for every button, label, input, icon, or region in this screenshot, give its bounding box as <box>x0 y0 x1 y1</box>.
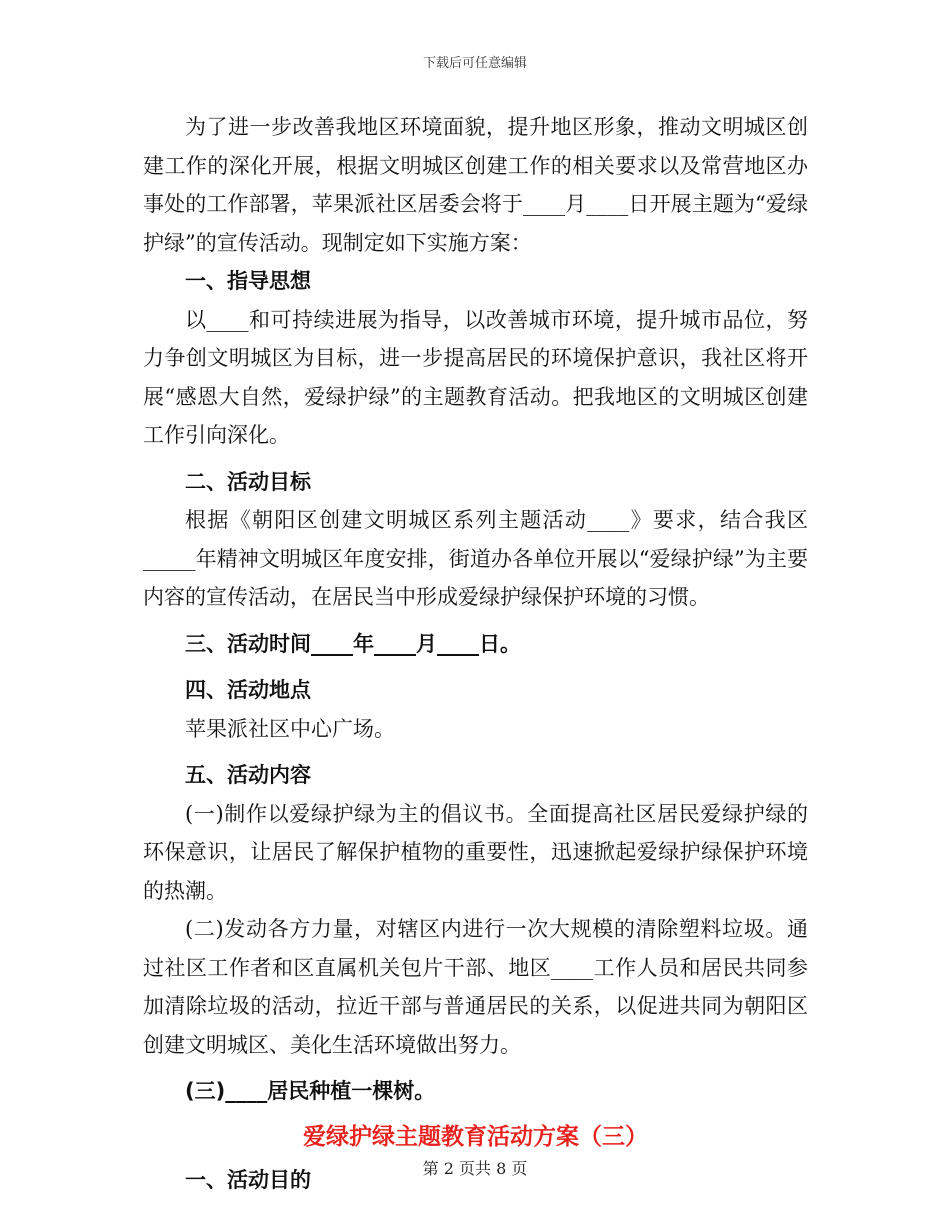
activity-location-paragraph: 苹果派社区中心广场。 <box>185 716 395 741</box>
activity-content-item-2: (二)发动各方力量，对辖区内进行一次大规模的清除塑料垃圾。通过社区工作者和区直属机关包片干部、地区____工作人员和居民共同参加清除垃圾的活动，拉近干部与普通居民的关系，以促进共同为朝阳区创建文明城区、美化生活环境做出努力。 <box>143 917 808 1057</box>
section-heading-activity-content: 五、活动内容 <box>185 763 311 787</box>
next-plan-title: 爱绿护绿主题教育活动方案（三） <box>303 1123 648 1150</box>
page-header: 下载后可任意编辑 <box>422 56 527 71</box>
document-body <box>143 108 808 1199</box>
next-section-heading-purpose: 一、活动目的 <box>185 1167 311 1192</box>
guiding-ideology-paragraph: 以____和可持续进展为指导，以改善城市环境，提升城市品位，努力争创文明城区为目标，进一步提高居民的环境保护意识，我社区将开展“感恩大自然，爱绿护绿”的主题教育活动。把我地区的文明城区创建工作引向深化。 <box>143 307 808 447</box>
activity-content-item-1: (一)制作以爱绿护绿为主的倡议书。全面提高社区居民爱绿护绿的环保意识，让居民了解保护植物的重要性，迅速掀起爱绿护绿保护环境的热潮。 <box>143 801 808 903</box>
activity-content-item-3: (三)____居民种植一棵树。 <box>185 1079 436 1103</box>
section-heading-activity-goals: 二、活动目标 <box>185 469 311 494</box>
intro-paragraph: 为了进一步改善我地区环境面貌，提升地区形象，推动文明城区创建工作的深化开展，根据文明城区创建工作的相关要求以及常营地区办事处的工作部署，苹果派社区居委会将于____月____日开展主题为“爱绿护绿”的宣传活动。现制定如下实施方案： <box>143 115 808 255</box>
section-heading-activity-time: 三、活动时间____年____月____日。 <box>185 631 521 656</box>
page-footer: 第 2 页共 8 页 <box>422 1159 528 1178</box>
activity-goals-paragraph: 根据《朝阳区创建文明城区系列主题活动____》要求，结合我区_____年精神文明城区年度安排，街道办各单位开展以“爱绿护绿”为主要内容的宣传活动，在居民当中形成爱绿护绿保护环境的习惯。 <box>143 508 808 609</box>
section-heading-guiding-ideology: 一、指导思想 <box>185 269 311 293</box>
section-heading-activity-location: 四、活动地点 <box>185 678 311 702</box>
